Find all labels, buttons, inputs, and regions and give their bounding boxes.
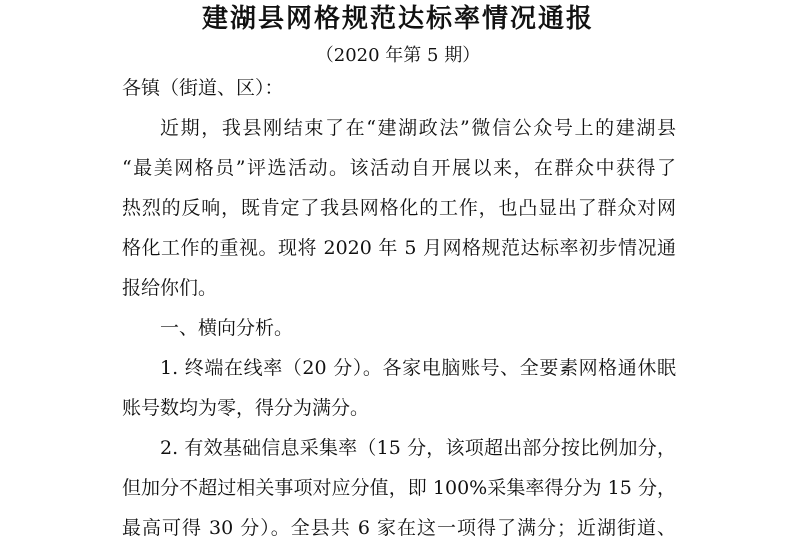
salutation: 各镇（街道、区）： xyxy=(122,77,284,99)
paragraph-line: 热烈的反响，既肯定了我县网格化的工作，也凸显出了群众对网 xyxy=(122,197,676,219)
paragraph-line: 格化工作的重视。现将 2020 年 5 月网格规范达标率初步情况通 xyxy=(122,237,676,259)
paragraph-line: 报给你们。 xyxy=(122,277,218,299)
issue-number: （2020 年第 5 期） xyxy=(315,45,481,66)
paragraph-line: 最高可得 30 分）。全县共 6 家在这一项得了满分；近湖街道、 xyxy=(122,517,676,539)
paragraph-line: 2. 有效基础信息采集率（15 分，该项超出部分按比例加分， xyxy=(160,437,676,459)
section-heading: 一、横向分析。 xyxy=(160,317,294,339)
paragraph-line: “最美网格员”评选活动。该活动自开展以来，在群众中获得了 xyxy=(122,157,676,179)
paragraph-line: 但加分不超过相关事项对应分值，即 100%采集率得分为 15 分， xyxy=(122,477,676,499)
paragraph-line: 近期，我县刚结束了在“建湖政法”微信公众号上的建湖县 xyxy=(160,117,676,139)
document-title: 建湖县网格规范达标率情况通报 xyxy=(201,4,594,34)
paragraph-line: 账号数均为零，得分为满分。 xyxy=(122,397,370,419)
paragraph-line: 1. 终端在线率（20 分）。各家电脑账号、全要素网格通休眠 xyxy=(160,357,676,379)
